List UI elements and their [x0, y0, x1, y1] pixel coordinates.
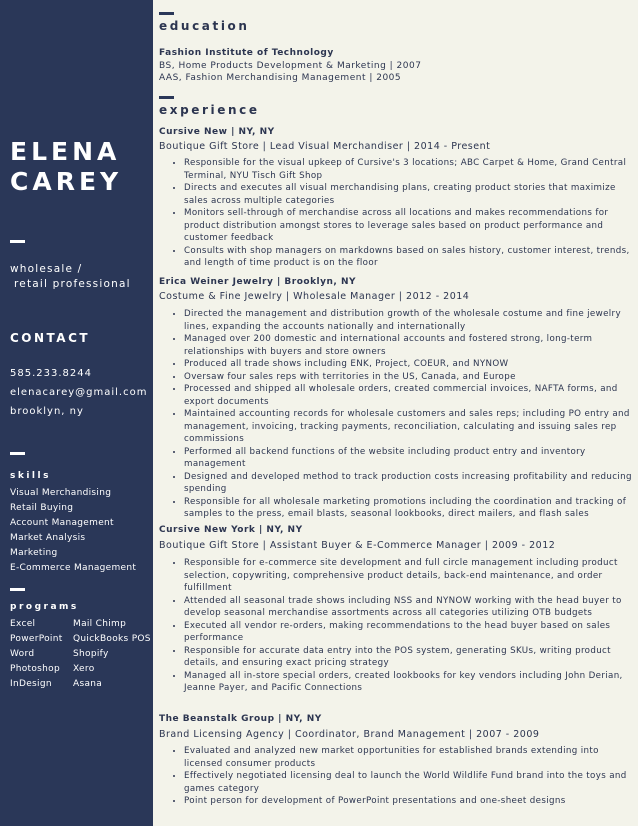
school-name: Fashion Institute of Technology [159, 48, 334, 58]
program-item: Photoshop [10, 664, 60, 674]
program-item: Excel [10, 619, 36, 629]
education-dash [159, 12, 174, 15]
job-company: Erica Weiner Jewelry | Brooklyn, NY [159, 277, 357, 287]
job-bullets [171, 157, 634, 270]
last-name: CAREY [10, 167, 123, 196]
job-bullets [171, 557, 634, 695]
program-item: Word [10, 649, 35, 659]
skills-dash [10, 452, 25, 455]
degree-line: BS, Home Products Development & Marketing | 2007 [159, 61, 422, 71]
experience-dash [159, 96, 174, 99]
bullet-item: • Responsible for accurate data entry into the POS system, generating SKUs, writing product details, and ensuring exact pricing strategy [184, 645, 634, 670]
bullet-item: • Effectively negotiated licensing deal to launch the World Wildlife Fund brand into the toys and games category [184, 770, 634, 795]
name-divider-dash [10, 240, 25, 243]
main-content [159, 0, 632, 826]
job-company: The Beanstalk Group | NY, NY [159, 714, 322, 724]
bullet-item: • Responsible for e-commerce site development and full circle management including product selection, copywriting, comprehensive product details, back-end maintenance, and order fulfillment [184, 557, 634, 595]
program-item: Asana [73, 679, 103, 689]
skill-item: E-Commerce Management [10, 563, 137, 573]
skills-heading: skills [10, 471, 51, 481]
bullet-item: • Performed all backend functions of the website including product entry and inventory management [184, 446, 634, 471]
email-address: elenacarey@gmail.com [10, 387, 148, 398]
degree-line: AAS, Fashion Merchandising Management | 2005 [159, 73, 402, 83]
job-title: Costume & Fine Jewelry | Wholesale Manager | 2012 - 2014 [159, 291, 470, 302]
job-title: Boutique Gift Store | Lead Visual Merchandiser | 2014 - Present [159, 141, 491, 152]
skill-item: Account Management [10, 518, 114, 528]
location: brooklyn, ny [10, 406, 84, 417]
skill-item: Marketing [10, 548, 58, 558]
program-item: Mail Chimp [73, 619, 127, 629]
bullet-item: • Consults with shop managers on markdowns based on sales history, customer interest, trends, and length of time product is on the floor [184, 245, 634, 270]
first-name: ELENA [10, 137, 121, 166]
role-line-2: retail professional [14, 278, 131, 290]
program-item: Shopify [73, 649, 109, 659]
bullet-item: • Attended all seasonal trade shows including NSS and NYNOW working with the head buyer to develop seasonal merchandise assortments across all categories utilizing OTB budgets [184, 595, 634, 620]
bullet-item: • Evaluated and analyzed new market opportunities for established brands extending into licensed consumer products [184, 745, 634, 770]
job-company: Cursive New | NY, NY [159, 127, 275, 137]
job-title: Boutique Gift Store | Assistant Buyer & E-Commerce Manager | 2009 - 2012 [159, 540, 556, 551]
bullet-item: • Directed the management and distribution growth of the wholesale costume and fine jewelry lines, expanding the accounts nationally and internationally [184, 308, 634, 333]
phone-number: 585.233.8244 [10, 368, 92, 379]
role-line-1: wholesale / [10, 263, 83, 275]
job-company: Cursive New York | NY, NY [159, 525, 303, 535]
program-item: Xero [73, 664, 95, 674]
bullet-item: • Directs and executes all visual merchandising plans, creating product stories that maximize sales across multiple categories [184, 182, 634, 207]
bullet-item: • Monitors sell-through of merchandise across all locations and makes recommendations for product distribution amongst stores to leverage sales based on product performance and customer feedback [184, 207, 634, 245]
skill-item: Visual Merchandising [10, 488, 112, 498]
job-bullets [171, 745, 634, 808]
education-heading: education [159, 19, 250, 33]
skill-item: Retail Buying [10, 503, 74, 513]
bullet-item: • Maintained accounting records for wholesale customers and sales reps; including PO entry and management, invoicing, tracking payments, reconciliation, calculating and issuing sales rep commissions [184, 408, 634, 446]
bullet-item: • Executed all vendor re-orders, making recommendations to the head buyer based on sales performance [184, 620, 634, 645]
bullet-item: • Managed over 200 domestic and international accounts and fostered strong, long-term relationships with buyers and store owners [184, 333, 634, 358]
contact-heading: CONTACT [10, 331, 91, 345]
program-item: QuickBooks POS [73, 634, 151, 644]
job-bullets [171, 308, 634, 521]
bullet-item: • Oversaw four sales reps with territories in the US, Canada, and Europe [184, 371, 634, 384]
bullet-item: • Designed and developed method to track production costs increasing profitability and reducing spending [184, 471, 634, 496]
programs-dash [10, 588, 25, 591]
programs-heading: programs [10, 602, 79, 612]
bullet-item: • Point person for development of PowerPoint presentations and one-sheet designs [184, 795, 634, 808]
bullet-item: • Managed all in-store special orders, created lookbooks for key vendors including John Derian, Jeanne Payer, and Pacific Connections [184, 670, 634, 695]
bullet-item: • Responsible for the visual upkeep of Cursive's 3 locations; ABC Carpet & Home, Grand Central Terminal, NYU Tisch Gift Shop [184, 157, 634, 182]
sidebar [0, 0, 153, 826]
bullet-item: • Responsible for all wholesale marketing promotions including the coordination and tracking of samples to the press, email blasts, seasonal lookbooks, direct mailers, and flash sales [184, 496, 634, 521]
program-item: InDesign [10, 679, 52, 689]
bullet-item: • Produced all trade shows including ENK, Project, COEUR, and NYNOW [184, 358, 634, 371]
job-title: Brand Licensing Agency | Coordinator, Brand Management | 2007 - 2009 [159, 729, 540, 740]
program-item: PowerPoint [10, 634, 63, 644]
bullet-item: • Processed and shipped all wholesale orders, created commercial invoices, NAFTA forms, and export documents [184, 383, 634, 408]
experience-heading: experience [159, 103, 260, 117]
skill-item: Market Analysis [10, 533, 86, 543]
